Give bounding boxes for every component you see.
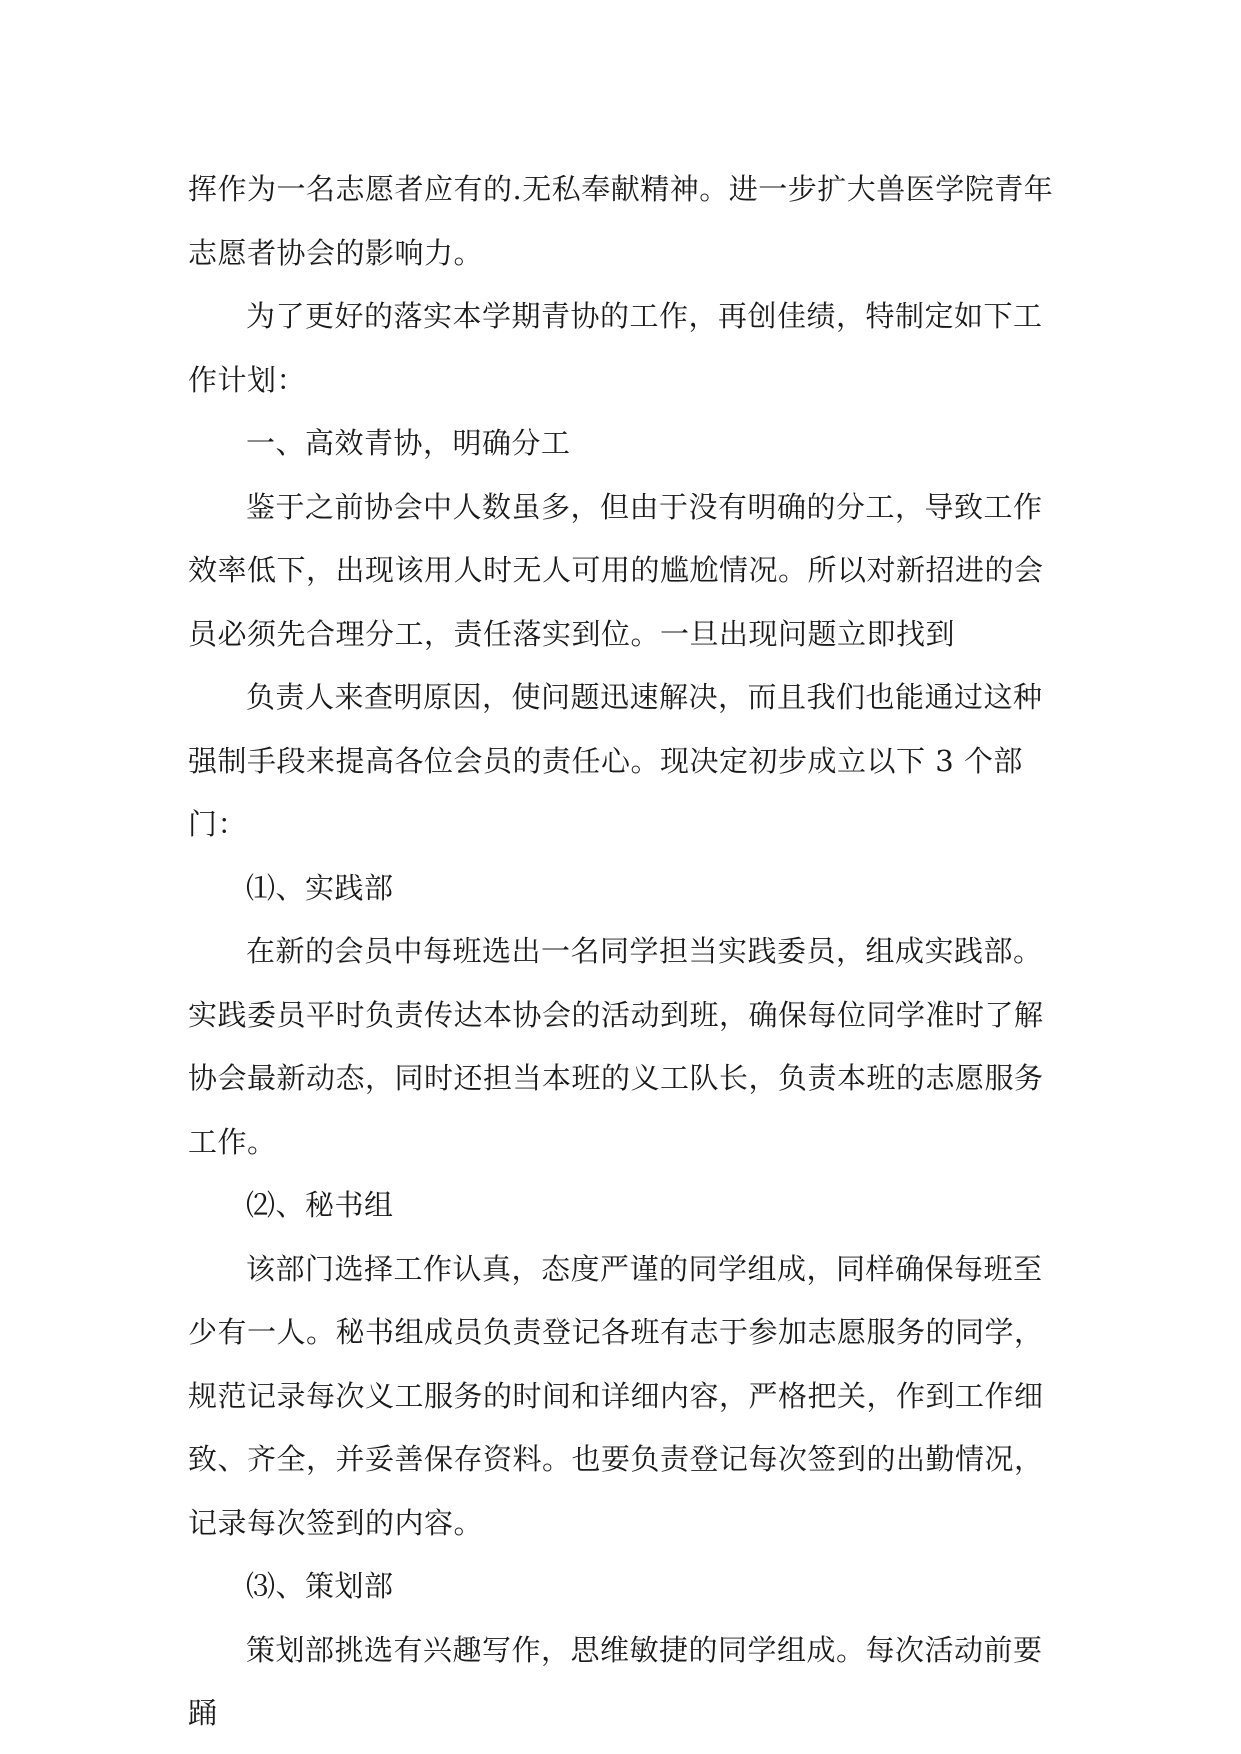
paragraph-departments-intro: 负责人来查明原因，使问题迅速解决，而且我们也能通过这种强制手段来提高各位会员的责任心。现决定初步成立以下 3 个部门：	[188, 680, 1043, 841]
paragraph-division-rationale: 鉴于之前协会中人数虽多，但由于没有明确的分工，导致工作效率低下，出现该用人时无人可用的尴尬情况。所以对新招进的会员必须先合理分工，责任落实到位。一旦出现问题立即找到	[188, 489, 1044, 651]
subheading-secretary-group: ⑵、秘书组	[246, 1188, 394, 1222]
paragraph-planning-dept: 策划部挑选有兴趣写作，思维敏捷的同学组成。每次活动前要踊	[188, 1632, 1043, 1730]
paragraph-plan-intro: 为了更好的落实本学期青协的工作，再创佳绩，特制定如下工作计划：	[188, 299, 1043, 397]
paragraph-intro-continuation: 挥作为一名志愿者应有的.无私奉献精神。进一步扩大兽医学院青年志愿者协会的影响力。	[188, 172, 1054, 270]
subheading-planning-dept: ⑶、策划部	[246, 1569, 394, 1603]
paragraph-secretary-group: 该部门选择工作认真，态度严谨的同学组成，同样确保每班至少有一人。秘书组成员负责登记各班有志于参加志愿服务的同学，规范记录每次义工服务的时间和详细内容，严格把关，作到工作细致、齐全，并妥善保存资料。也要负责登记每次签到的出勤情况，记录每次签到的内容。	[188, 1251, 1044, 1540]
paragraph-practice-dept: 在新的会员中每班选出一名同学担当实践委员，组成实践部。实践委员平时负责传达本协会的活动到班，确保每位同学准时了解协会最新动态，同时还担当本班的义工队长，负责本班的志愿服务工作。	[188, 934, 1044, 1159]
section-heading-1: 一、高效青协，明确分工	[246, 426, 571, 460]
document-body	[188, 158, 1058, 1746]
subheading-practice-dept: ⑴、实践部	[246, 870, 394, 905]
